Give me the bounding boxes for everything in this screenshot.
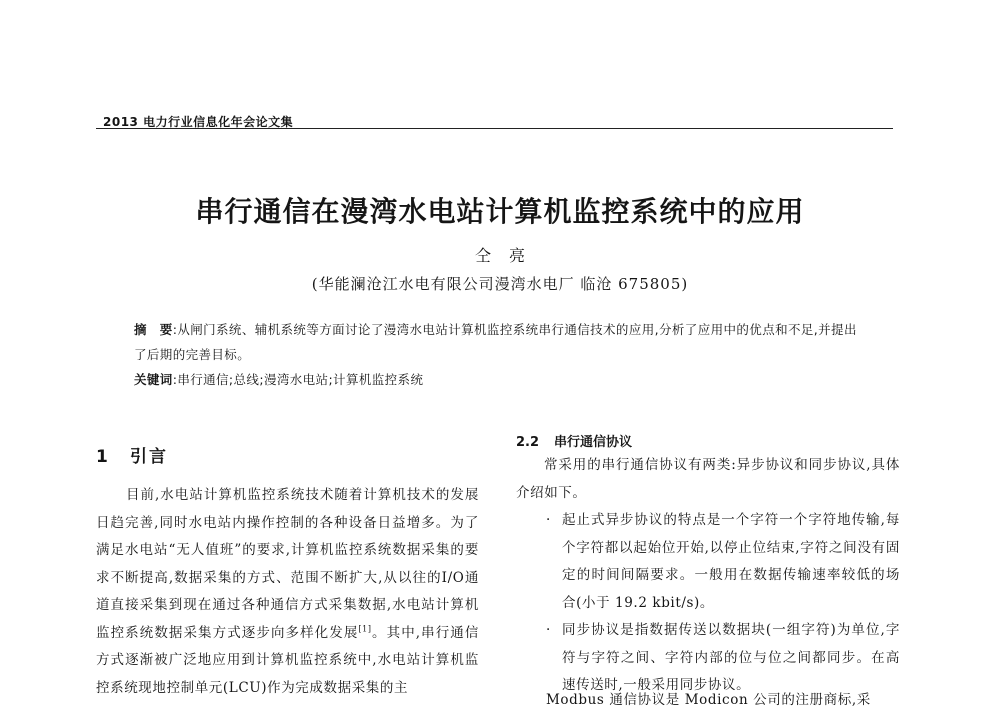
header-divider xyxy=(96,128,893,129)
section-2-2-title: 串行通信协议 xyxy=(554,435,633,450)
list-item xyxy=(546,507,900,617)
abstract-text: :从闸门系统、辅机系统等方面讨论了漫湾水电站计算机监控系统串行通信技术的应用,分析了应用中的优点和不足,并提出了后期的完善目标。 xyxy=(134,322,857,362)
section-1-title: 引言 xyxy=(130,447,168,467)
keywords-label: 关键词 xyxy=(134,372,173,387)
abstract-label: 摘 要 xyxy=(134,322,173,337)
section-2-2-heading xyxy=(516,431,632,450)
modbus-paragraph: Modbus 通信协议是 Modicon 公司的注册商标,采 xyxy=(546,692,871,708)
abstract xyxy=(134,317,869,367)
bullet-icon: · xyxy=(546,622,551,638)
section-2-2-number: 2.2 xyxy=(516,435,540,450)
paper-author: 仝亮 xyxy=(474,246,543,265)
section-1-text-a: 目前,水电站计算机监控系统技术随着计算机技术的发展日趋完善,同时水电站内操作控制的各种设备日益增多。为了满足水电站“无人值班”的要求,计算机监控系统数据采集的要求不断提高,数据采集的方式、范围不断扩大,从以往的I/O通道直接采集到现在通过各种通信方式采集数据,水电站计算机监控系统数据采集方式逐步向多样化发展 xyxy=(96,487,479,641)
section-1-paragraph xyxy=(96,482,479,702)
keywords-text: :串行通信;总线;漫湾水电站;计算机监控系统 xyxy=(172,372,424,387)
author-affiliation: (华能澜沧江水电有限公司漫湾水电厂 临沧 675805) xyxy=(311,275,689,293)
bullet-icon: · xyxy=(546,512,551,528)
section-1-text-b: 。其中,串行通信方式逐渐被广泛地应用到计算机监控系统中,水电站计算机监控系统现地控制单元(LCU)作为完成数据采集的主 xyxy=(96,624,479,696)
keywords xyxy=(134,370,869,388)
proceedings-header: 2013 电力行业信息化年会论文集 xyxy=(103,115,294,129)
section-2-2-intro: 常采用的串行通信协议有两类:异步协议和同步协议,具体介绍如下。 xyxy=(516,457,900,501)
section-1-number: 1 xyxy=(96,447,110,467)
citation-ref[interactable]: [1] xyxy=(358,624,372,633)
section-1-heading xyxy=(96,442,168,467)
protocol-list xyxy=(546,507,900,700)
list-item-text: 同步协议是指数据传送以数据块(一组字符)为单位,字符与字符之间、字符内部的位与位之间都同步。在高速传送时,一般采用同步协议。 xyxy=(562,622,900,693)
list-item-text: 起止式异步协议的特点是一个字符一个字符地传输,每个字符都以起始位开始,以停止位结束,字符之间没有固定的时间间隔要求。一般用在数据传输速率较低的场合(小于 19.2 kbit/s)。 xyxy=(562,512,900,611)
paper-title: 串行通信在漫湾水电站计算机监控系统中的应用 xyxy=(195,195,805,228)
